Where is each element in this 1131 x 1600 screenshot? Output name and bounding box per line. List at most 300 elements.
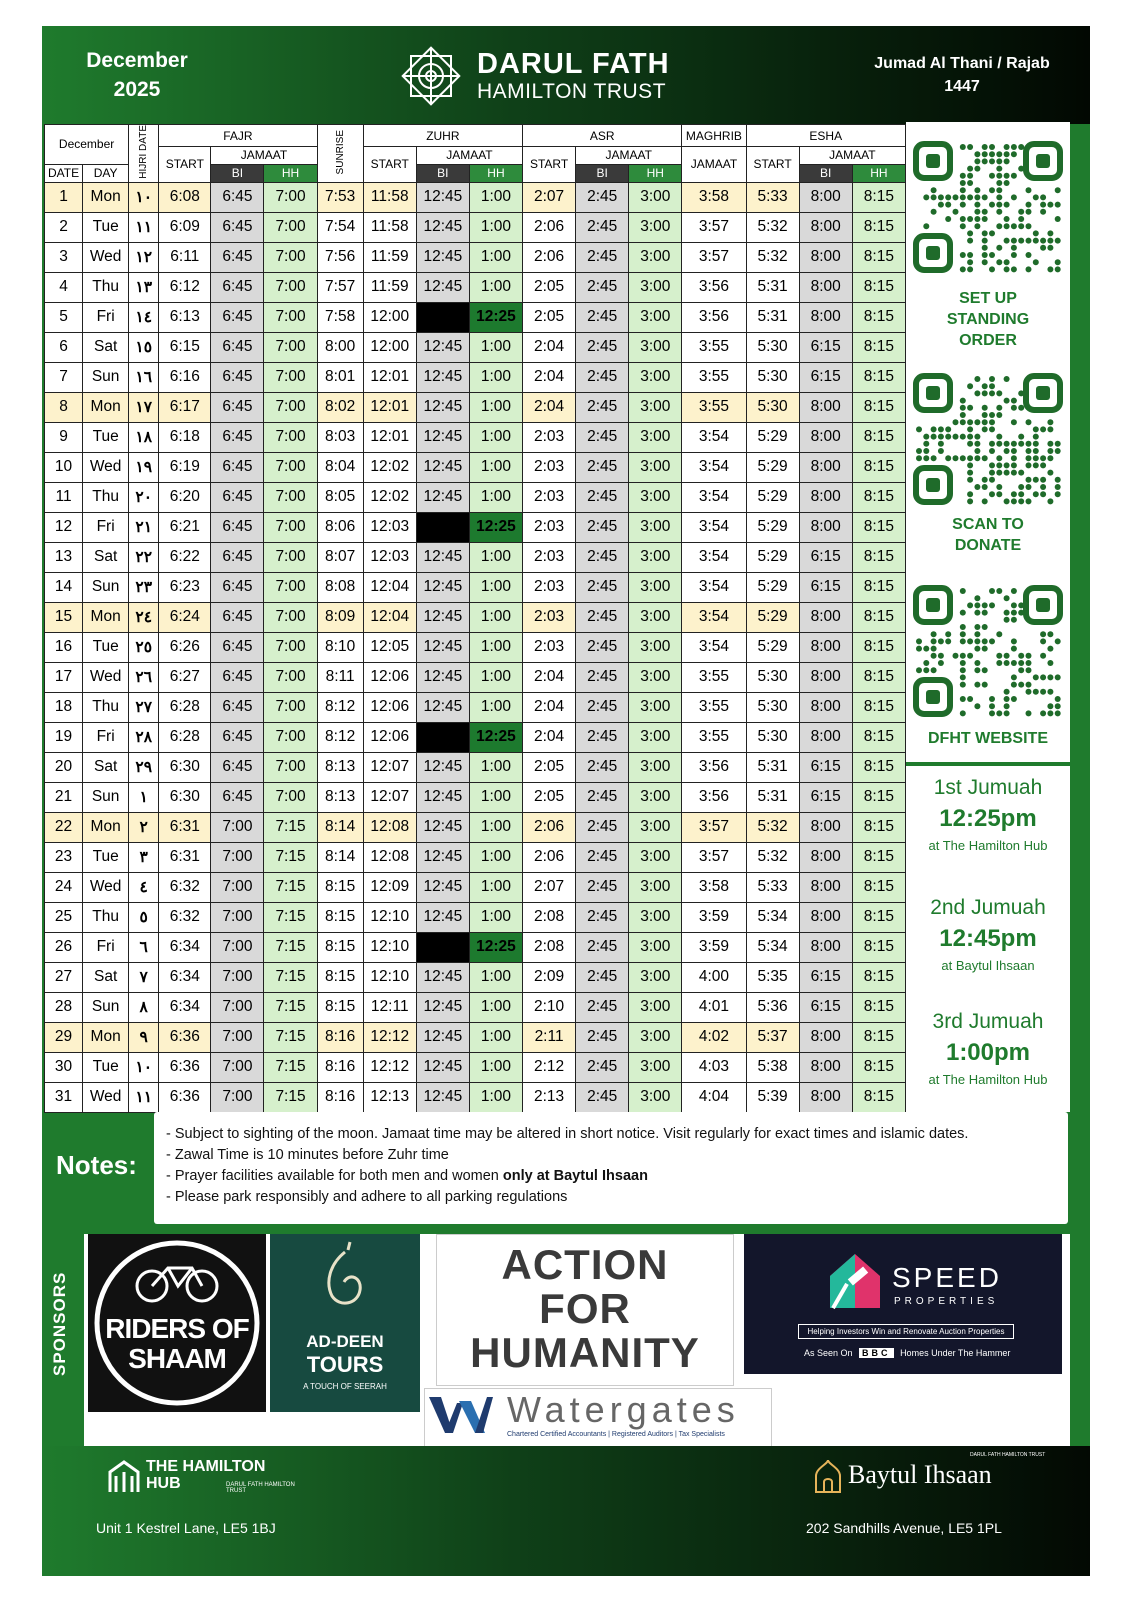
fajr-start-cell: 6:36 (159, 1082, 211, 1112)
date-cell: 17 (45, 662, 83, 692)
fajr-start-cell: 6:30 (159, 752, 211, 782)
jumuah-2-place: at Baytul Ihsaan (941, 958, 1035, 973)
asr-start-cell: 2:05 (523, 302, 576, 332)
esha-hh-cell: 8:15 (852, 662, 905, 692)
fajr-hh-cell: 7:15 (264, 962, 317, 992)
esha-header: ESHA (746, 125, 906, 147)
esha-bi-cell: 6:15 (799, 752, 852, 782)
hijri-date-cell: ٢٣ (129, 572, 159, 602)
asr-bi-cell: 2:45 (576, 332, 629, 362)
esha-bi-cell: 8:00 (799, 422, 852, 452)
sidebar-divider (906, 762, 1070, 766)
fajr-hh-cell: 7:00 (264, 422, 317, 452)
header (42, 26, 1090, 124)
fajr-start-cell: 6:34 (159, 932, 211, 962)
table-row (45, 872, 906, 902)
asr-start-cell: 2:06 (523, 842, 576, 872)
asr-start-cell: 2:07 (523, 872, 576, 902)
fajr-start-cell: 6:36 (159, 1022, 211, 1052)
table-row (45, 1052, 906, 1082)
maghrib-cell: 3:55 (682, 662, 746, 692)
date-cell: 12 (45, 512, 83, 542)
asr-hh-cell: 3:00 (629, 332, 682, 362)
day-cell: Tue (83, 632, 129, 662)
esha-hh-cell: 8:15 (852, 1082, 905, 1112)
calligraphy-icon (270, 1234, 420, 1324)
fajr-bi-cell: 6:45 (211, 362, 264, 392)
table-row (45, 932, 906, 962)
fajr-bi-cell: 6:45 (211, 182, 264, 212)
sunrise-cell: 8:07 (317, 542, 363, 572)
esha-start-cell: 5:32 (746, 212, 799, 242)
fajr-start-cell: 6:32 (159, 872, 211, 902)
fajr-hh-cell: 7:15 (264, 1022, 317, 1052)
date-cell: 30 (45, 1052, 83, 1082)
maghrib-cell: 3:55 (682, 332, 746, 362)
fajr-start-cell: 6:36 (159, 1052, 211, 1082)
asr-hh-cell: 3:00 (629, 1052, 682, 1082)
fajr-hh-cell: 7:00 (264, 542, 317, 572)
zuhr-hh-cell: 1:00 (469, 782, 522, 812)
maghrib-cell: 3:57 (682, 812, 746, 842)
esha-start-cell: 5:33 (746, 182, 799, 212)
table-row (45, 572, 906, 602)
asr-bi-cell: 2:45 (576, 932, 629, 962)
hijri-date-cell: ٢٠ (129, 482, 159, 512)
asr-hh-cell: 3:00 (629, 1082, 682, 1112)
asr-start-cell: 2:12 (523, 1052, 576, 1082)
fajr-bi-cell: 6:45 (211, 572, 264, 602)
esha-start-cell: 5:30 (746, 392, 799, 422)
sunrise-cell: 8:16 (317, 1082, 363, 1112)
table-row (45, 1082, 906, 1112)
asr-hh-cell: 3:00 (629, 782, 682, 812)
esha-bi-cell: 6:15 (799, 962, 852, 992)
fajr-bi-cell: 7:00 (211, 932, 264, 962)
asr-hh-cell: 3:00 (629, 1022, 682, 1052)
zuhr-bi-cell: 12:45 (416, 482, 469, 512)
zuhr-hh-cell: 1:00 (469, 392, 522, 422)
house-gavel-icon (820, 1246, 890, 1316)
esha-start-cell: 5:31 (746, 752, 799, 782)
riders-line2: SHAAM (128, 1343, 226, 1374)
maghrib-cell: 3:56 (682, 752, 746, 782)
day-cell: Wed (83, 242, 129, 272)
jumuah-3-place: at The Hamilton Hub (928, 1072, 1048, 1087)
website-label: DFHT WEBSITE (928, 730, 1048, 747)
note-item: - Zawal Time is 10 minutes before Zuhr time (166, 1147, 449, 1163)
hijri-date-cell: ١٠ (129, 182, 159, 212)
jumuah-3-title: 3rd Jumuah (932, 1010, 1044, 1033)
esha-bi-cell: 8:00 (799, 212, 852, 242)
asr-start-cell: 2:06 (523, 212, 576, 242)
zuhr-start-cell: 12:01 (363, 392, 416, 422)
notes-box (154, 1112, 1068, 1224)
zuhr-hh-cell: 1:00 (469, 602, 522, 632)
fajr-hh-cell: 7:00 (264, 782, 317, 812)
hijri-date-cell: ٢٦ (129, 662, 159, 692)
zuhr-bi-cell: 12:45 (416, 422, 469, 452)
jumuah-1-time: 12:25pm (939, 805, 1037, 832)
qr-panel (906, 122, 1070, 762)
hijri-date-cell: ١٥ (129, 332, 159, 362)
sunrise-cell: 7:57 (317, 272, 363, 302)
asr-bi-cell: 2:45 (576, 452, 629, 482)
day-cell: Mon (83, 1022, 129, 1052)
day-cell: Wed (83, 662, 129, 692)
hijri-date-cell: ١١ (129, 212, 159, 242)
esha-hh-cell: 8:15 (852, 932, 905, 962)
zuhr-jamaat-header: JAMAAT (416, 147, 522, 165)
esha-start-cell: 5:30 (746, 362, 799, 392)
fajr-hh-cell: 7:00 (264, 182, 317, 212)
asr-hh-cell: 3:00 (629, 722, 682, 752)
zuhr-start-cell: 11:59 (363, 242, 416, 272)
standing-order-qr-code[interactable] (912, 140, 1064, 274)
zuhr-start-header: START (363, 147, 416, 183)
notes-label: Notes: (56, 1150, 137, 1180)
zuhr-start-cell: 12:13 (363, 1082, 416, 1112)
asr-bi-cell: 2:45 (576, 1082, 629, 1112)
fajr-hh-cell: 7:15 (264, 1052, 317, 1082)
fajr-bi-cell: 7:00 (211, 1022, 264, 1052)
asr-hh-cell: 3:00 (629, 392, 682, 422)
asr-start-cell: 2:09 (523, 962, 576, 992)
zuhr-start-cell: 12:10 (363, 932, 416, 962)
zuhr-hh-cell: 1:00 (469, 812, 522, 842)
esha-hh-cell: 8:15 (852, 752, 905, 782)
asr-hh-cell: 3:00 (629, 482, 682, 512)
maghrib-cell: 3:54 (682, 632, 746, 662)
esha-bi-cell: 8:00 (799, 1022, 852, 1052)
date-cell: 7 (45, 362, 83, 392)
table-row (45, 812, 906, 842)
zuhr-hh-cell: 12:25 (469, 932, 522, 962)
fajr-hh-cell: 7:15 (264, 992, 317, 1022)
website-qr-code[interactable] (912, 584, 1064, 718)
maghrib-cell: 3:54 (682, 602, 746, 632)
fajr-hh-cell: 7:00 (264, 692, 317, 722)
day-cell: Fri (83, 932, 129, 962)
asr-hh-cell: 3:00 (629, 812, 682, 842)
esha-bi-cell: 8:00 (799, 182, 852, 212)
asr-start-cell: 2:03 (523, 602, 576, 632)
speed-tag: Helping Investors Win and Renovate Auction Properties (798, 1324, 1014, 1339)
hijri-date-header: HIJRI DATE (129, 125, 159, 183)
esha-bi-cell: 8:00 (799, 242, 852, 272)
bayt-address: 202 Sandhills Avenue, LE5 1PL (806, 1520, 1002, 1536)
fajr-hh-cell: 7:15 (264, 902, 317, 932)
esha-hh-cell: 8:15 (852, 872, 905, 902)
zuhr-start-cell: 12:10 (363, 902, 416, 932)
fajr-hh-cell: 7:00 (264, 632, 317, 662)
zuhr-hh-cell: 1:00 (469, 332, 522, 362)
hub-name-line1: THE HAMILTON (146, 1458, 266, 1475)
fajr-bi-cell: 6:45 (211, 452, 264, 482)
zuhr-hh-cell: 1:00 (469, 992, 522, 1022)
zuhr-bi-cell: 12:45 (416, 332, 469, 362)
month-year (52, 46, 222, 104)
asr-bi-cell: 2:45 (576, 272, 629, 302)
fajr-hh-cell: 7:00 (264, 482, 317, 512)
esha-hh-cell: 8:15 (852, 212, 905, 242)
table-row (45, 362, 906, 392)
zuhr-start-cell: 12:02 (363, 482, 416, 512)
esha-start-header: START (746, 147, 799, 183)
day-cell: Sun (83, 572, 129, 602)
zuhr-start-cell: 11:58 (363, 212, 416, 242)
fajr-bi-cell: 7:00 (211, 872, 264, 902)
date-cell: 24 (45, 872, 83, 902)
sidebar (906, 122, 1070, 1112)
zuhr-bi-cell: 12:45 (416, 542, 469, 572)
addeen-tag: A TOUCH OF SEERAH (303, 1382, 387, 1391)
org-subtitle: HAMILTON TRUST (477, 80, 667, 103)
action-line3: HUMANITY (470, 1329, 700, 1376)
zuhr-bi-cell: 12:45 (416, 812, 469, 842)
org-logo (397, 44, 697, 108)
esha-hh-cell: 8:15 (852, 482, 905, 512)
esha-start-cell: 5:38 (746, 1052, 799, 1082)
zuhr-start-cell: 12:03 (363, 512, 416, 542)
esha-hh-cell: 8:15 (852, 512, 905, 542)
day-cell: Sat (83, 542, 129, 572)
fajr-bi-cell: 6:45 (211, 512, 264, 542)
fajr-start-cell: 6:24 (159, 602, 211, 632)
fajr-start-cell: 6:31 (159, 812, 211, 842)
fajr-bi-cell: 6:45 (211, 602, 264, 632)
zuhr-bi-cell: 12:45 (416, 1022, 469, 1052)
sunrise-cell: 8:06 (317, 512, 363, 542)
zuhr-bi-cell: 12:45 (416, 782, 469, 812)
riders-line1: RIDERS OF (105, 1313, 249, 1344)
esha-bi-cell: 8:00 (799, 662, 852, 692)
asr-hh-cell: 3:00 (629, 602, 682, 632)
asr-hh-cell: 3:00 (629, 512, 682, 542)
zuhr-hh-cell: 1:00 (469, 752, 522, 782)
esha-start-cell: 5:36 (746, 992, 799, 1022)
zuhr-bi-cell: 12:45 (416, 512, 469, 542)
date-cell: 3 (45, 242, 83, 272)
esha-hh-cell: 8:15 (852, 302, 905, 332)
esha-bi-cell: 8:00 (799, 482, 852, 512)
esha-hh-cell: 8:15 (852, 722, 905, 752)
fajr-hh-cell: 7:00 (264, 332, 317, 362)
hijri-date-cell: ٧ (129, 962, 159, 992)
asr-start-cell: 2:06 (523, 812, 576, 842)
zuhr-start-cell: 12:06 (363, 662, 416, 692)
fajr-bi-cell: 6:45 (211, 632, 264, 662)
fajr-bi-cell: 6:45 (211, 422, 264, 452)
jumuah-1-title: 1st Jumuah (933, 776, 1043, 799)
asr-bi-cell: 2:45 (576, 632, 629, 662)
asr-bi-cell: 2:45 (576, 872, 629, 902)
fajr-bi-cell: 6:45 (211, 782, 264, 812)
asr-bi-cell: 2:45 (576, 842, 629, 872)
esha-hh-cell: 8:15 (852, 1022, 905, 1052)
date-cell: 22 (45, 812, 83, 842)
fajr-bi-cell: 6:45 (211, 302, 264, 332)
fajr-start-cell: 6:17 (159, 392, 211, 422)
maghrib-cell: 3:54 (682, 452, 746, 482)
table-row (45, 1022, 906, 1052)
hub-name-line2: HUB (146, 1475, 181, 1492)
zuhr-bi-cell: 12:45 (416, 182, 469, 212)
zuhr-bi-cell: 12:45 (416, 932, 469, 962)
fajr-start-cell: 6:16 (159, 362, 211, 392)
fajr-hh-cell: 7:15 (264, 812, 317, 842)
day-cell: Tue (83, 212, 129, 242)
day-cell: Sat (83, 332, 129, 362)
watergates-name: Watergates (507, 1389, 740, 1430)
donate-qr-code[interactable] (912, 372, 1064, 506)
esha-hh-cell: 8:15 (852, 272, 905, 302)
fajr-start-cell: 6:28 (159, 722, 211, 752)
esha-bi-cell: 8:00 (799, 272, 852, 302)
asr-bi-cell: 2:45 (576, 572, 629, 602)
hamilton-hub-logo (106, 1458, 306, 1502)
maghrib-cell: 3:56 (682, 302, 746, 332)
addeen-line2: TOURS (306, 1352, 384, 1377)
sunrise-cell: 7:58 (317, 302, 363, 332)
esha-bi-cell: 8:00 (799, 632, 852, 662)
day-cell: Sun (83, 992, 129, 1022)
asr-start-cell: 2:10 (523, 992, 576, 1022)
fajr-start-cell: 6:22 (159, 542, 211, 572)
date-cell: 6 (45, 332, 83, 362)
esha-bi-cell: 8:00 (799, 722, 852, 752)
hijri-date-cell: ٦ (129, 932, 159, 962)
esha-hh-cell: 8:15 (852, 992, 905, 1022)
table-row (45, 242, 906, 272)
asr-hh-header: HH (629, 164, 682, 182)
maghrib-cell: 3:57 (682, 212, 746, 242)
fajr-hh-cell: 7:00 (264, 272, 317, 302)
asr-jamaat-header: JAMAAT (576, 147, 682, 165)
sunrise-cell: 8:01 (317, 362, 363, 392)
fajr-bi-cell: 7:00 (211, 812, 264, 842)
fajr-hh-cell: 7:00 (264, 662, 317, 692)
date-cell: 16 (45, 632, 83, 662)
standing-order-label (906, 288, 1070, 351)
jumuah-3-time: 1:00pm (945, 1039, 1031, 1066)
asr-start-cell: 2:08 (523, 932, 576, 962)
esha-hh-cell: 8:15 (852, 902, 905, 932)
asr-hh-cell: 3:00 (629, 902, 682, 932)
asr-bi-cell: 2:45 (576, 692, 629, 722)
esha-bi-cell: 8:00 (799, 302, 852, 332)
esha-hh-cell: 8:15 (852, 1052, 905, 1082)
hijri-date-cell: ٢١ (129, 512, 159, 542)
sunrise-cell: 8:16 (317, 1052, 363, 1082)
fajr-start-cell: 6:30 (159, 782, 211, 812)
hijri-date-cell: ١٤ (129, 302, 159, 332)
asr-start-cell: 2:05 (523, 272, 576, 302)
zuhr-hh-cell: 1:00 (469, 212, 522, 242)
prayer-timetable (44, 124, 906, 1113)
esha-hh-header: HH (852, 164, 905, 182)
esha-bi-cell: 8:00 (799, 1052, 852, 1082)
esha-bi-cell: 8:00 (799, 872, 852, 902)
fajr-start-cell: 6:12 (159, 272, 211, 302)
day-cell: Mon (83, 182, 129, 212)
asr-hh-cell: 3:00 (629, 932, 682, 962)
zuhr-bi-cell: 12:45 (416, 272, 469, 302)
watergates-w-icon (429, 1393, 493, 1439)
date-cell: 11 (45, 482, 83, 512)
esha-bi-cell: 8:00 (799, 932, 852, 962)
fajr-bi-cell: 7:00 (211, 992, 264, 1022)
table-row (45, 602, 906, 632)
maghrib-cell: 3:54 (682, 512, 746, 542)
fajr-start-cell: 6:13 (159, 302, 211, 332)
table-row (45, 722, 906, 752)
table-row (45, 962, 906, 992)
zuhr-start-cell: 12:07 (363, 752, 416, 782)
fajr-hh-cell: 7:00 (264, 512, 317, 542)
asr-bi-cell: 2:45 (576, 1022, 629, 1052)
asr-hh-cell: 3:00 (629, 242, 682, 272)
esha-start-cell: 5:34 (746, 902, 799, 932)
esha-bi-cell: 6:15 (799, 992, 852, 1022)
asr-bi-cell: 2:45 (576, 1052, 629, 1082)
date-cell: 31 (45, 1082, 83, 1112)
esha-bi-cell: 8:00 (799, 512, 852, 542)
zuhr-hh-cell: 1:00 (469, 1082, 522, 1112)
hijri-date-cell: ١٩ (129, 452, 159, 482)
action-line1: ACTION (501, 1241, 669, 1288)
asr-start-cell: 2:06 (523, 242, 576, 272)
date-cell: 18 (45, 692, 83, 722)
day-cell: Mon (83, 602, 129, 632)
table-row (45, 182, 906, 212)
timetable-frame (42, 26, 1090, 1576)
notes-list (154, 1112, 1068, 1208)
date-cell: 8 (45, 392, 83, 422)
hijri-date-cell: ٢٩ (129, 752, 159, 782)
esha-hh-cell: 8:15 (852, 542, 905, 572)
zuhr-bi-cell: 12:45 (416, 1082, 469, 1112)
esha-start-cell: 5:29 (746, 602, 799, 632)
fajr-bi-cell: 6:45 (211, 242, 264, 272)
speed-sub: PROPERTIES (894, 1296, 999, 1307)
esha-bi-cell: 8:00 (799, 602, 852, 632)
hijri-year: 1447 (944, 78, 980, 95)
maghrib-cell: 3:58 (682, 182, 746, 212)
asr-start-cell: 2:03 (523, 482, 576, 512)
zuhr-start-cell: 12:06 (363, 692, 416, 722)
fajr-hh-cell: 7:00 (264, 572, 317, 602)
esha-bi-cell: 8:00 (799, 392, 852, 422)
timetable-body (45, 182, 906, 1112)
asr-bi-cell: 2:45 (576, 722, 629, 752)
esha-hh-cell: 8:15 (852, 782, 905, 812)
asr-start-cell: 2:04 (523, 692, 576, 722)
esha-hh-cell: 8:15 (852, 392, 905, 422)
asr-bi-cell: 2:45 (576, 212, 629, 242)
fajr-start-cell: 6:32 (159, 902, 211, 932)
esha-start-cell: 5:29 (746, 632, 799, 662)
zuhr-start-cell: 12:12 (363, 1022, 416, 1052)
zuhr-hh-cell: 1:00 (469, 572, 522, 602)
asr-hh-cell: 3:00 (629, 632, 682, 662)
esha-start-cell: 5:37 (746, 1022, 799, 1052)
table-row (45, 542, 906, 572)
maghrib-cell: 3:59 (682, 902, 746, 932)
esha-hh-cell: 8:15 (852, 812, 905, 842)
day-cell: Tue (83, 1052, 129, 1082)
day-cell: Fri (83, 722, 129, 752)
